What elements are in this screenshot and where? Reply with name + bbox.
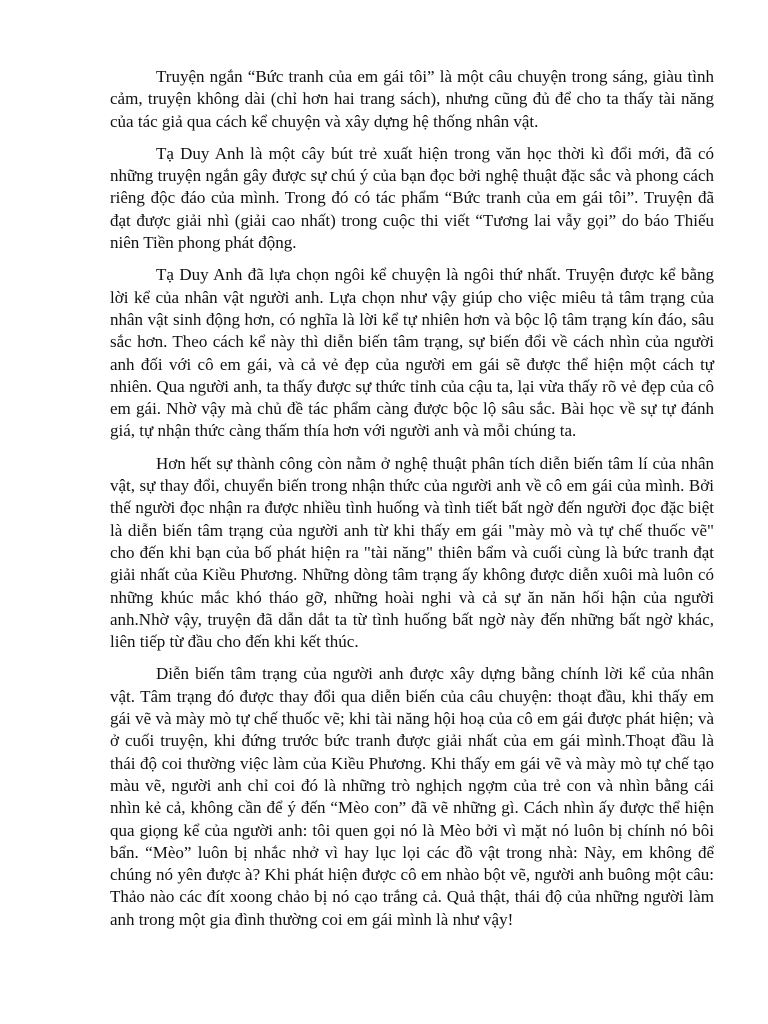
- paragraph-5: Diễn biến tâm trạng của người anh được xây dựng bằng chính lời kể của nhân vật. Tâm trạng đó được thay đổi qua diễn biến của câu chuyện: thoạt đầu, khi thấy em gái vẽ và mày mò tự chế thuốc vẽ; khi tài năng hội hoạ của cô em gái được phát hiện; và ở cuối truyện, khi đứng trước bức tranh được giải nhất của em gái mình.Thoạt đầu là thái độ coi thường việc làm của Kiều Phương. Khi thấy em gái vẽ và mày mò tự chế tạo màu vẽ, người anh chỉ coi đó là những trò nghịch ngợm của trẻ con và nhìn bằng cái nhìn kẻ cả, không cần để ý đến “Mèo con” đã vẽ những gì. Cách nhìn ấy được thể hiện qua giọng kể của người anh: tôi quen gọi nó là Mèo bởi vì mặt nó luôn bị chính nó bôi bẩn. “Mèo” luôn bị nhắc nhở vì hay lục lọi các đồ vật trong nhà: Này, em không để chúng nó yên được à? Khi phát hiện được cô em nhào bột vẽ, người anh buông một câu: Thảo nào các đít xoong chảo bị nó cạo trắng cả. Quả thật, thái độ của những người làm anh trong một gia đình thường coi em gái mình là như vậy!: [110, 664, 714, 929]
- paragraph-4: Hơn hết sự thành công còn nằm ở nghệ thuật phân tích diễn biến tâm lí của nhân vật, sự thay đổi, chuyển biến trong nhận thức của người anh về cô em gái của mình. Bởi thế người đọc nhận ra được nhiều tình huống và tình tiết bất ngờ đến người đọc đặc biệt là diễn biến tâm trạng của người anh từ khi thấy em gái "mày mò và tự chế thuốc vẽ" cho đến khi bạn của bố phát hiện ra "tài năng" thiên bẩm và cuối cùng là bức tranh đạt giải nhất của Kiều Phương. Những dòng tâm trạng ấy không được diễn xuôi mà luôn có những khúc mắc khó tháo gỡ, những hoài nghi và cả sự ăn năn hối hận của người anh.Nhờ vậy, truyện đã dẫn dắt ta từ tình huống bất ngờ này đến những bất ngờ khác, liên tiếp từ đầu cho đến khi kết thúc.: [110, 453, 714, 652]
- paragraph-3: Tạ Duy Anh đã lựa chọn ngôi kể chuyện là ngôi thứ nhất. Truyện được kể bằng lời kể của nhân vật người anh. Lựa chọn như vậy giúp cho việc miêu tả tâm trạng của nhân vật sinh động hơn, có nghĩa là lời kể tự nhiên hơn và bộc lộ tâm trạng kín đáo, sâu sắc hơn. Theo cách kể này thì diễn biến tâm trạng, sự biến đổi về cách nhìn của người anh đối với cô em gái, và cả vẻ đẹp của người em gái sẽ được thể hiện một cách tự nhiên. Qua người anh, ta thấy được sự thức tỉnh của cậu ta, lại vừa thấy rõ vẻ đẹp của cô em gái. Nhờ vậy mà chủ đề tác phẩm càng được bộc lộ sâu sắc. Bài học về sự tự đánh giá, tự nhận thức càng thấm thía hơn với người anh và mỗi chúng ta.: [110, 265, 714, 441]
- paragraph-1: Truyện ngắn “Bức tranh của em gái tôi” là một câu chuyện trong sáng, giàu tình cảm, truyện không dài (chỉ hơn hai trang sách), nhưng cũng đủ để cho ta thấy tài năng của tác giả qua cách kể chuyện và xây dựng hệ thống nhân vật.: [110, 67, 714, 131]
- paragraph-2: Tạ Duy Anh là một cây bút trẻ xuất hiện trong văn học thời kì đổi mới, đã có những truyện ngắn gây được sự chú ý của bạn đọc bởi nghệ thuật đặc sắc và phong cách riêng độc đáo của mình. Trong đó có tác phẩm “Bức tranh của em gái tôi”. Truyện đã đạt được giải nhì (giải cao nhất) trong cuộc thi viết “Tương lai vẫy gọi” do báo Thiếu niên Tiền phong phát động.: [110, 143, 714, 253]
